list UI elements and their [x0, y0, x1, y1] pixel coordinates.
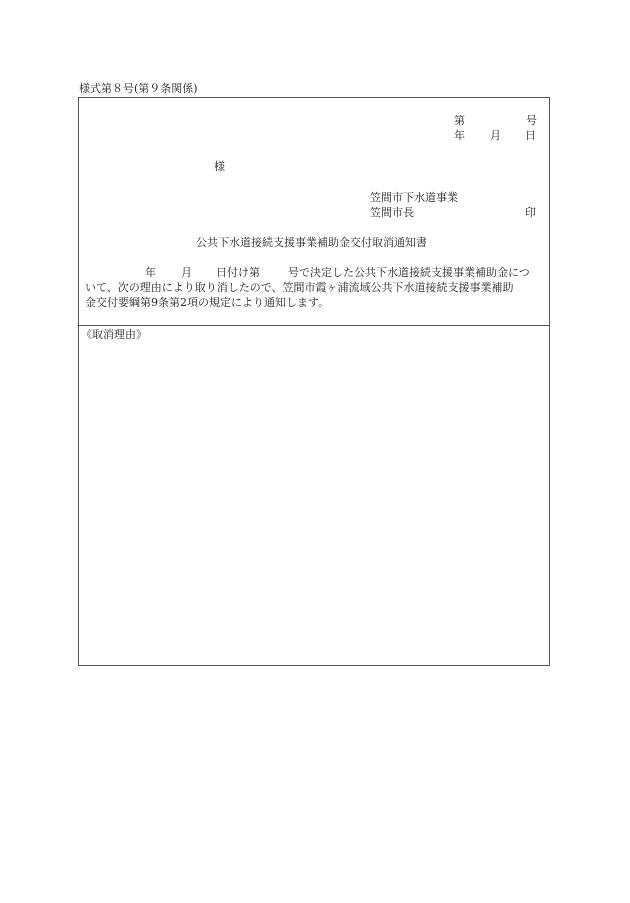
- body-month-label: 月: [181, 266, 192, 279]
- body-date-text: 日付け第: [216, 266, 260, 279]
- date-day-label: 日: [525, 129, 536, 142]
- date-year-label: 年: [454, 129, 465, 142]
- section-divider: [79, 325, 549, 326]
- issuer-name: 笠間市長: [370, 206, 414, 219]
- document-title: 公共下水道接続支援事業補助金交付取消通知書: [196, 236, 427, 249]
- body-line3-text: 金交付要綱第9条第2項の規定により通知します。: [85, 296, 330, 309]
- issuer-organization: 笠間市下水道事業: [370, 191, 458, 204]
- body-line2-text: いて、次の理由により取り消したので、笠間市霞ヶ浦流域公共下水道接続支援事業補助: [85, 281, 514, 294]
- document-number-suffix: 号: [526, 114, 537, 127]
- notice-form-box: [78, 97, 550, 666]
- document-number-prefix: 第: [454, 114, 465, 127]
- body-line1-text: 号で決定した公共下水道接続支援事業補助金につ: [288, 266, 530, 279]
- cancellation-reason-heading: 《取消理由》: [81, 328, 147, 341]
- addressee-suffix: 様: [214, 160, 225, 173]
- date-month-label: 月: [490, 129, 501, 142]
- seal-mark: 印: [525, 206, 536, 219]
- body-year-label: 年: [145, 266, 156, 279]
- form-number-label: 様式第８号(第９条関係): [79, 82, 198, 95]
